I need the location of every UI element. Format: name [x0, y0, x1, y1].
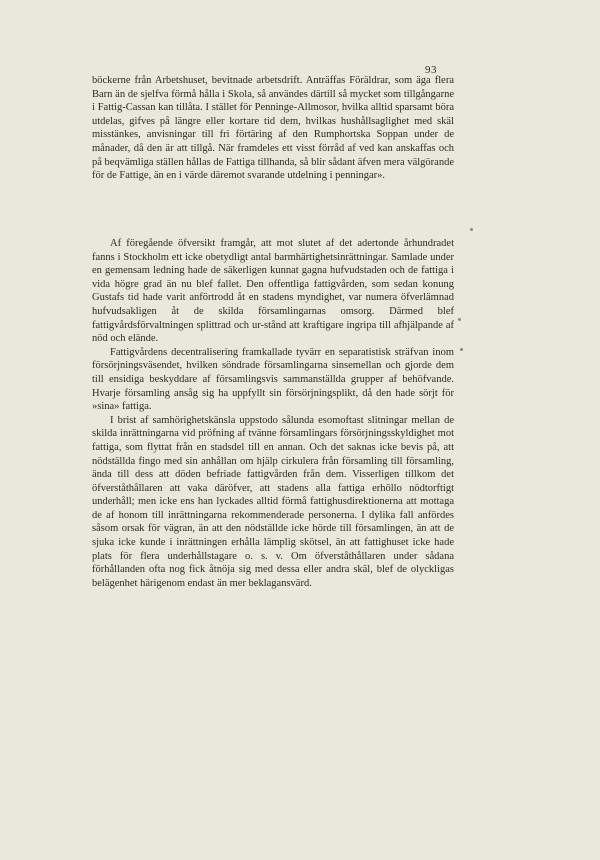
paragraph-3: I brist af samhörighetskänsla uppstodo sålunda esomoftast slitningar mellan de skilda inrättningarna vid pröfning af tvänne församlingars försörjningsskyldighet mot fattiga, som flyttat från en stadsdel till en annan. Och det saknas icke bevis på, att nödställda fingo med sin anhållan om hjälp cirkulera från församling till församling, ända till dess att döden befriade fattigvården från dem. Visserligen tillkom det öfverståthållaren att vaka däröfver, att stadens alla fattiga erhöllo nödtorftigt underhåll; men icke ens han lyckades alltid förmå fattighusdirektionerna att mottaga de af honom till inrättningarna rekommenderade personerna. I dylika fall anfördes såsom orsak för vägran, än att den nödställde icke hörde till församlingen, än att de sjuka icke kunde i inrättningen erhålla lämplig skötsel, än att fattighuset icke hade plats för flera underhållstagare o. s. v. Om öfverståthållaren under sådana förhållanden ofta nog fick åtnöja sig med dessa eller andra skäl, blef de olyckligas belägenhet härigenom endast än mer beklagansvärd. — [92, 414, 454, 589]
page-number: 93 — [425, 64, 437, 76]
paragraph-1: Af föregående öfversikt framgår, att mot slutet af det adertonde århundradet fanns i Stockholm ett icke obetydligt antal barmhärtighetsinrättningar. Samlade under en gemensam ledning hade de säkerligen kunnat gagna hufvudstaden och de fattiga i vida högre grad än nu blef fallet. Den offentliga fattigvården, som sedan konung Gustafs tid hade varit anförtrodd åt en stadens myndighet, var numera öfverlämnad hufvudsakligen åt de skilda församlingarnas omsorg. Därmed blef fattigvårdsförvaltningen splittrad och ur-stånd att kraftigare ingripa till afhjälpande af nöd och elände. — [92, 238, 454, 345]
paragraph-2: Fattigvårdens decentralisering framkallade tyvärr en separatistisk sträfvan inom försörjningsväsendet, hvilken söndrade församlingarna sinsemellan och gjorde dem till ensidiga beskyddare af församlingsvis sammanställda grupper af behöfvande. Hvarje församling ansåg sig ha uppfyllt sin försörjningsplikt, då den hade sörjt för »sina» fattiga. — [92, 346, 454, 413]
main-text-block — [92, 237, 454, 590]
margin-mark — [458, 318, 461, 321]
intro-text-block — [92, 74, 454, 183]
intro-paragraph: böckerne från Arbetshuset, bevitnade arbetsdrift. Anträffas Föräldrar, som äga flera Barn än de sjelfva förmå hålla i Skola, så användes därtill så mycket som tillgångarne i Fattig-Cassan kan tillåta. I stället för Penninge-Allmosor, hvilka alltid sparsamt böra utdelas, gifves på längre eller kortare tid dem, hvilkas hushållsaglighet med skäl misstänkes, anvisningar till fri förtäring af den Rumphortska Soppan under de månader, då den är att tillgå. När framdeles ett visst förråd af ved kan anskaffas och på beqvämliga ställen hållas de Fattiga tillhanda, så blir sådant äfven mera välgörande för de Fattige, än en i värde däremot svarande utdelning i penningar». — [92, 75, 454, 182]
margin-mark — [460, 348, 463, 351]
margin-mark — [470, 228, 473, 231]
